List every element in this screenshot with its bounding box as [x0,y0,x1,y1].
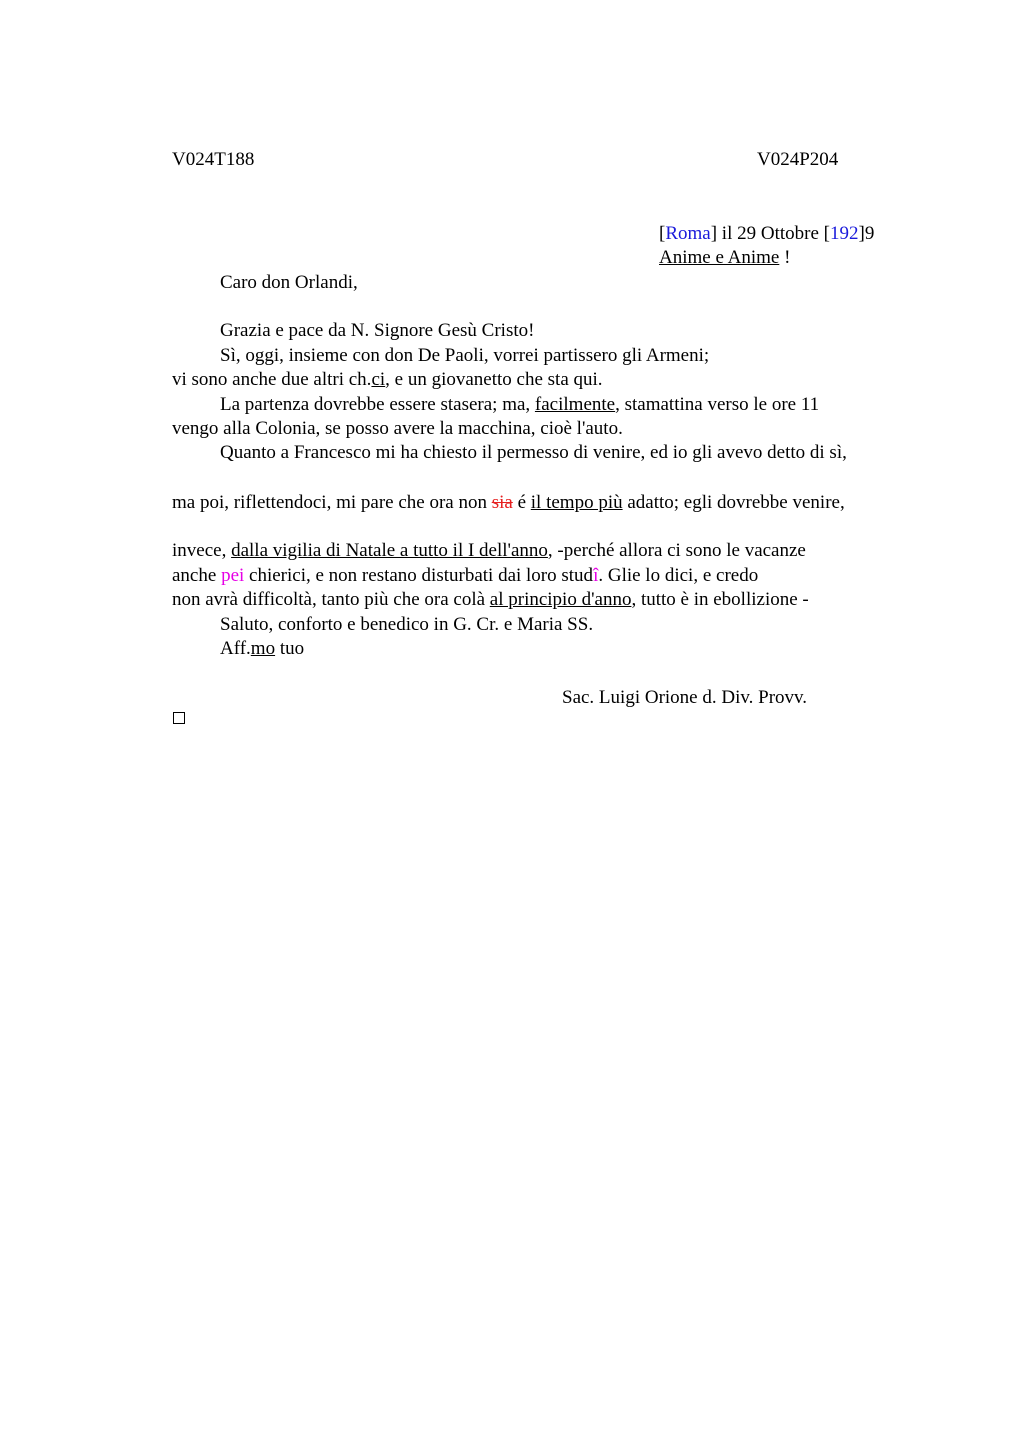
underlined-text: facilmente [534,394,616,415]
bracket: ] [858,223,865,244]
dateline-year-part: 192 [829,223,859,244]
motto-text: Anime e Anime [659,247,780,268]
letter-line: vengo alla Colonia, se posso avere la macchina, cioè l'auto. [172,418,623,439]
signature: Sac. Luigi Orione d. Div. Provv. [562,687,808,708]
text: , -perché allora ci sono le vacanze [547,540,806,561]
letter-line [172,370,603,389]
header-right-code: V024P204 [757,149,839,170]
dateline-place: Roma [665,223,711,244]
underlined-text: al principio d'anno [489,589,632,610]
empty-box-icon [173,712,185,724]
letter-line: Quanto a Francesco mi ha chiesto il permesso di venire, ed io gli avevo detto di sì, [220,442,847,463]
text: vi sono anche due altri ch. [172,369,372,390]
letter-line [172,493,845,512]
letter-line: Sì, oggi, insieme con don De Paoli, vorrei partissero gli Armeni; [220,345,710,366]
dateline [659,224,874,243]
text: , tutto è in ebollizione - [631,589,809,610]
text: é [512,492,531,513]
motto-tail: ! [779,247,791,268]
closing: Saluto, conforto e benedico in G. Cr. e Maria SS. [220,614,594,635]
dateline-year-end: 9 [864,223,875,244]
underlined-text: il tempo più [530,492,623,513]
bracket: ] [710,223,718,244]
underlined-text: mo [250,638,276,659]
text: Aff. [220,638,251,659]
letter-line [172,541,806,560]
bracket: [ [823,223,830,244]
underlined-text: dalla vigilia di Natale a tutto il I dell'anno [231,540,548,561]
dateline-date: il 29 Ottobre [717,223,824,244]
header-left-code: V024T188 [172,149,255,170]
text: anche [172,565,222,586]
deleted-text: sia [491,492,513,513]
letter-line [172,590,809,609]
text: . Glie lo dici, e credo [598,565,759,586]
letter-line [172,566,758,585]
salutation: Caro don Orlandi, [220,272,358,293]
text: , e un giovanetto che sta qui. [385,369,603,390]
valediction [220,639,304,658]
text: non avrà difficoltà, tanto più che ora colà [172,589,490,610]
text: , stamattina verso le ore 11 [615,394,820,415]
underlined-text: ci [371,369,386,390]
text: adatto; egli dovrebbe venire, [622,492,845,513]
bracket: [ [659,223,666,244]
motto [659,248,790,267]
editorial-text: pei [221,565,245,586]
text: invece, [172,540,232,561]
editorial-text: î [593,565,599,586]
text: tuo [275,638,305,659]
text: La partenza dovrebbe essere stasera; ma, [220,394,535,415]
text: chierici, e non restano disturbati dai loro stud [244,565,594,586]
greeting: Grazia e pace da N. Signore Gesù Cristo! [220,320,535,341]
text: ma poi, riflettendoci, mi pare che ora non [172,492,492,513]
letter-line [220,395,819,414]
